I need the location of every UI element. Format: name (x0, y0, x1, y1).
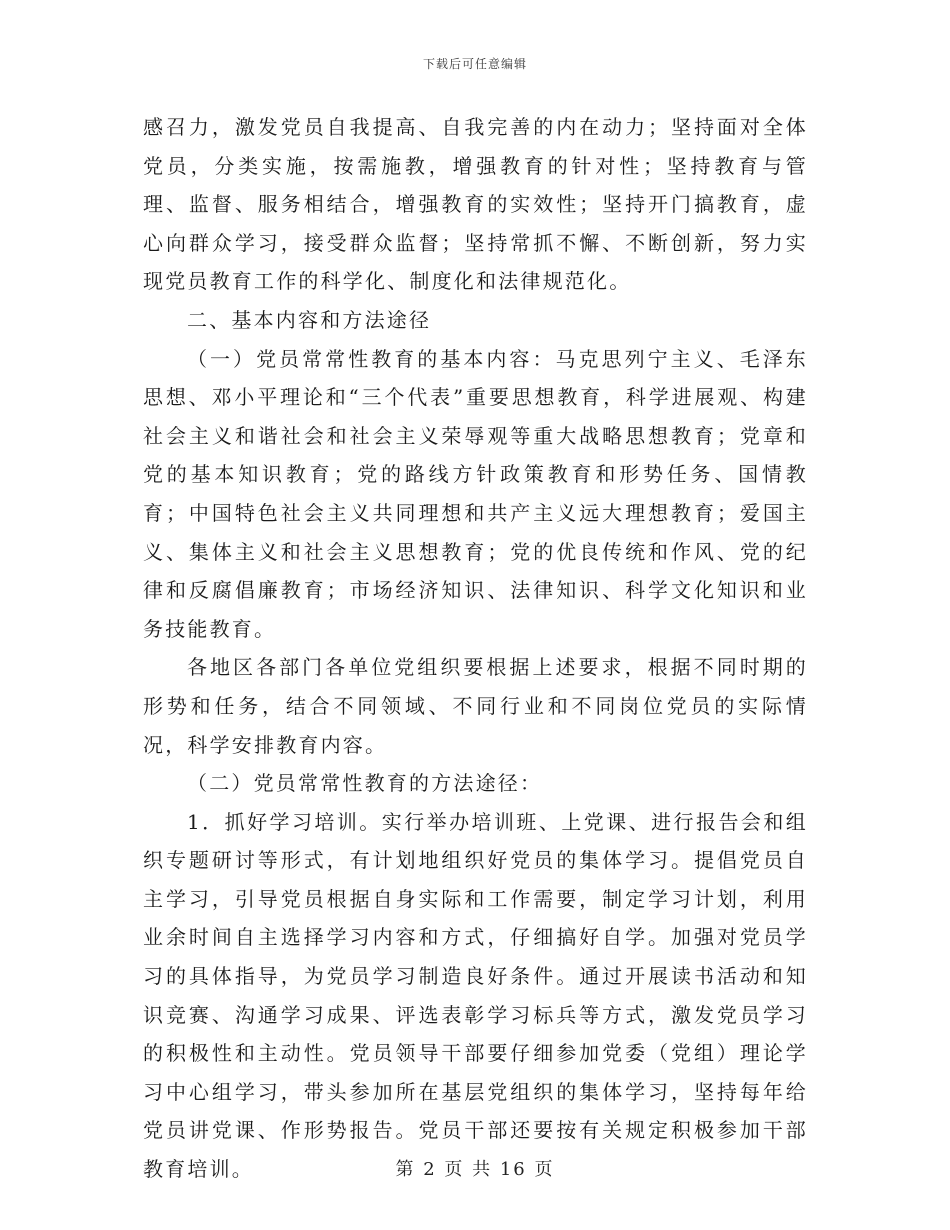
page-number-footer: 第 2 页 共 16 页 (395, 1159, 555, 1180)
paragraph-basic-content: （一）党员常常性教育的基本内容：马克思列宁主义、毛泽东思想、邓小平理论和“三个代表”重要思想教育，科学进展观、构建社会主义和谐社会和社会主义荣辱观等重大战略思想教育；党章和党的基本知识教育；党的路线方针政策教育和形势任务、国情教育；中国特色社会主义共同理想和共产主义远大理想教育；爱国主义、集体主义和社会主义思想教育；党的优良传统和作风、党的纪律和反腐倡廉教育；市场经济知识、法律知识、科学文化知识和业务技能教育。 (143, 346, 808, 641)
paragraph-continuation: 感召力，激发党员自我提高、自我完善的内在动力；坚持面对全体党员，分类实施，按需施教，增强教育的针对性；坚持教育与管理、监督、服务相结合，增强教育的实效性；坚持开门搞教育，虚心向群众学习，接受群众监督；坚持常抓不懈、不断创新，努力实现党员教育工作的科学化、制度化和法律规范化。 (143, 115, 808, 294)
document-body (143, 108, 808, 1189)
section-heading: 二、基本内容和方法途径 (187, 307, 432, 332)
paragraph-requirements: 各地区各部门各单位党组织要根据上述要求，根据不同时期的形势和任务，结合不同领域、不同行业和不同岗位党员的实际情况，科学安排教育内容。 (143, 655, 808, 757)
paragraph-study-training: 1．抓好学习培训。实行举办培训班、上党课、进行报告会和组织专题研讨等形式，有计划地组织好党员的集体学习。提倡党员自主学习，引导党员根据自身实际和工作需要，制定学习计划，利用业余时间自主选择学习内容和方式，仔细搞好自学。加强对党员学习的具体指导，为党员学习制造良好条件。通过开展读书活动和知识竞赛、沟通学习成果、评选表彰学习标兵等方式，激发党员学习的积极性和主动性。党员领导干部要仔细参加党委（党组）理论学习中心组学习，带头参加所在基层党组织的集体学习，坚持每年给党员讲党课、作形势报告。党员干部还要按有关规定积极参加干部教育培训。 (143, 809, 808, 1182)
page-header-note: 下载后可任意编辑 (422, 57, 527, 71)
subsection-heading: （二）党员常常性教育的方法途径： (187, 771, 543, 796)
